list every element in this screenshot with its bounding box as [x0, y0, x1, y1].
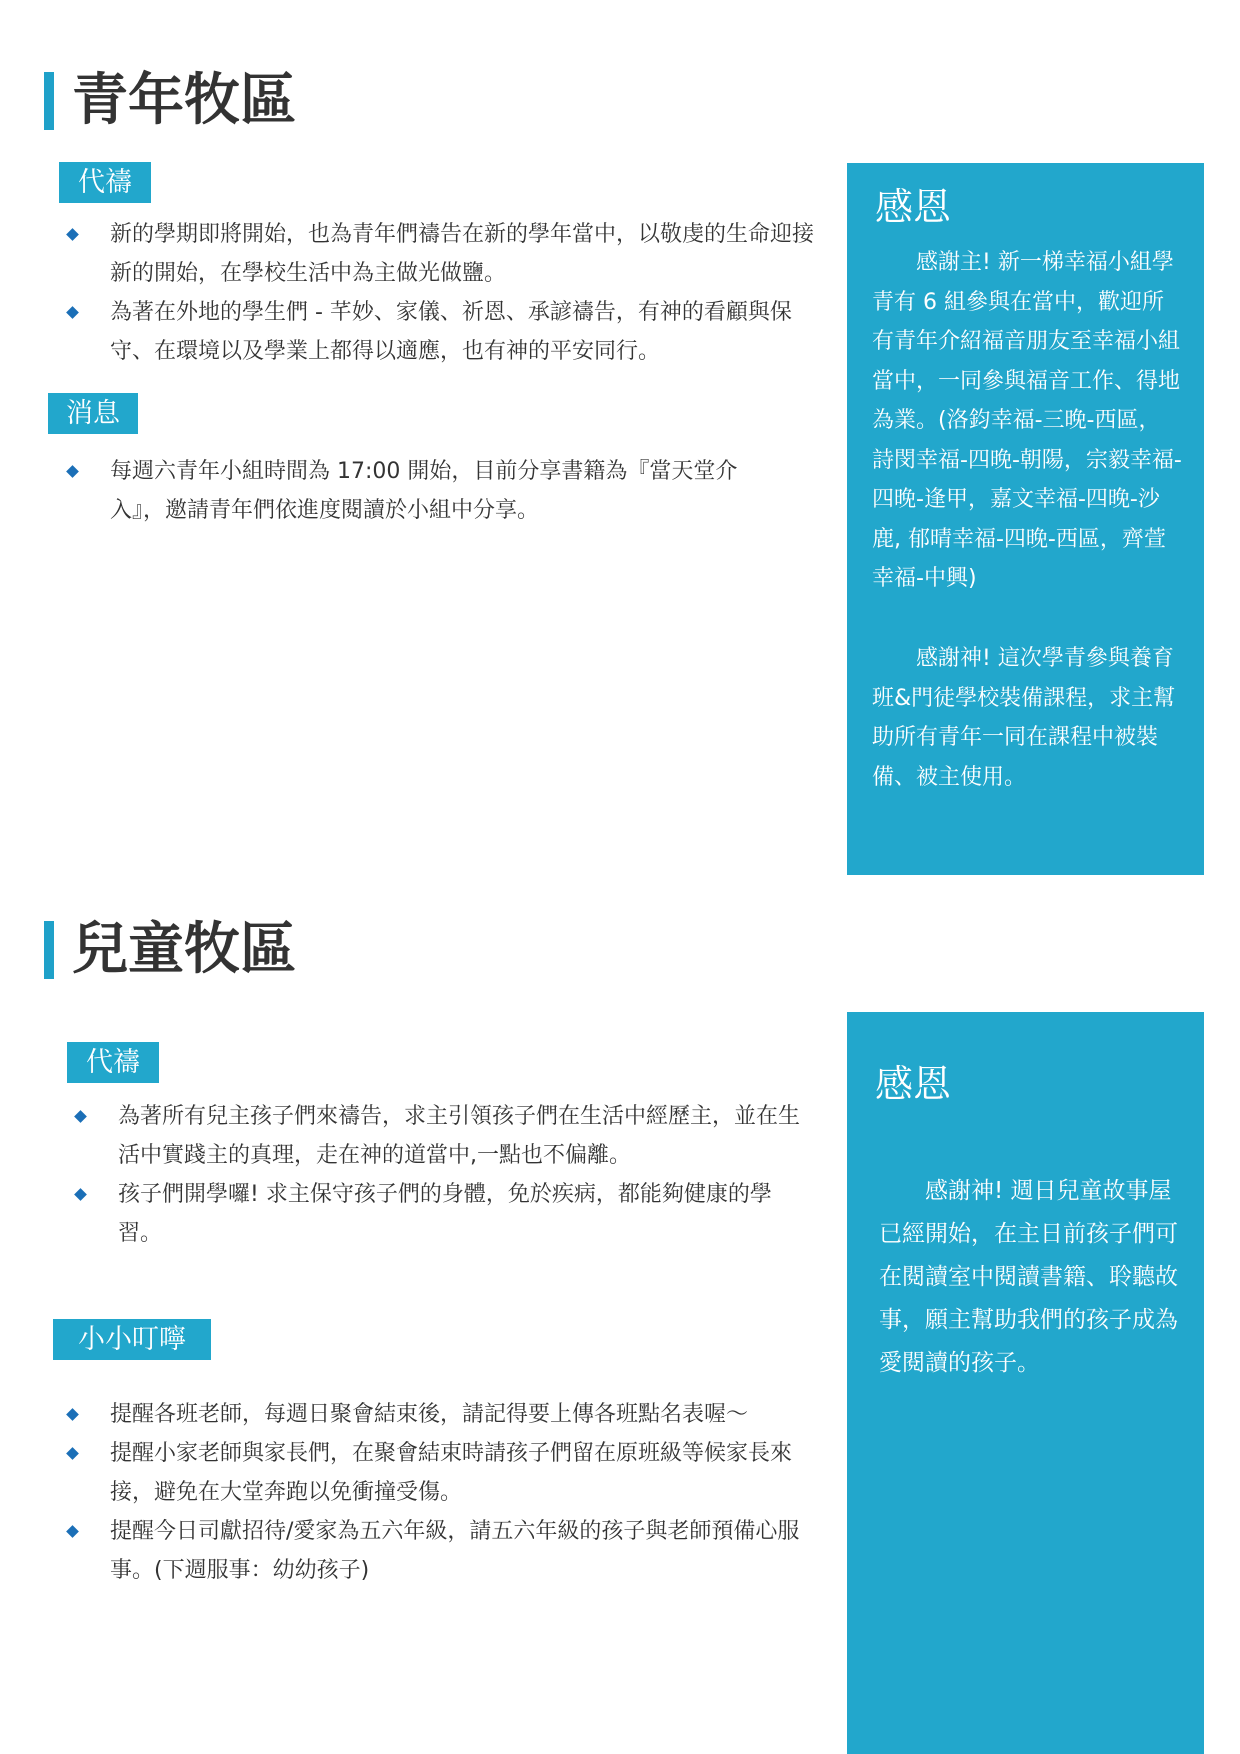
youth-thanks-paragraph: 感謝主! 新一梯幸福小組學青有 6 組參與在當中，歡迎所有青年介紹福音朋友至幸福小組當中，一同參與福音工作、得地為業。(洛鈞幸福-三晚-西區，詩閔幸福-四晚-朝陽，宗毅幸福-四晚-逢甲，嘉文幸福-四晚-沙鹿, 郁晴幸福-四晚-西區，齊萱幸福-中興) [872, 250, 1182, 591]
youth-section-title: 青年牧區 [44, 72, 296, 130]
children-reminder-tag: 小小叮嚀 [53, 1319, 211, 1360]
youth-thanks-panel [847, 163, 1204, 875]
diamond-bullet-icon [66, 1525, 79, 1538]
youth-news-tag: 消息 [48, 393, 138, 434]
youth-news-text: 每週六青年小組時間為 17:00 開始，目前分享書籍為『當天堂介入』，邀請青年們依進度閱讀於小組中分享。 [110, 459, 738, 523]
children-thanks-panel [847, 1012, 1204, 1754]
youth-prayer-text: 新的學期即將開始，也為青年們禱告在新的學年當中，以敬虔的生命迎接新的開始，在學校生活中為主做光做鹽。 [110, 222, 815, 286]
list-item [70, 1175, 800, 1253]
youth-thanks-paragraph: 感謝神! 這次學青參與養育班&門徒學校裝備課程，求主幫助所有青年一同在課程中被裝備、被主使用。 [872, 646, 1176, 790]
children-section-title: 兒童牧區 [44, 921, 296, 979]
list-item [62, 215, 827, 293]
diamond-bullet-icon [66, 1408, 79, 1421]
children-reminder-text: 提醒各班老師，每週日聚會結束後，請記得要上傳各班點名表喔～ [110, 1402, 749, 1427]
children-thanks-paragraph: 感謝神! 週日兒童故事屋已經開始，在主日前孩子們可在閱讀室中閱讀書籍、聆聽故事，願主幫助我們的孩子成為愛閱讀的孩子。 [879, 1178, 1178, 1376]
youth-prayer-tag: 代禱 [59, 162, 151, 203]
diamond-bullet-icon [66, 465, 79, 478]
youth-prayer-text: 為著在外地的學生們 - 芊妙、家儀、祈恩、承諺禱告，有神的看顧與保守、在環境以及學業上都得以適應，也有神的平安同行。 [110, 300, 792, 364]
children-prayer-text: 孩子們開學囉! 求主保守孩子們的身體，免於疾病，都能夠健康的學習。 [118, 1182, 772, 1246]
children-thanks-title: 感恩 [875, 1062, 952, 1106]
children-reminder-list [62, 1395, 817, 1590]
children-prayer-tag: 代禱 [67, 1042, 159, 1083]
diamond-bullet-icon [74, 1110, 87, 1123]
children-prayer-text: 為著所有兒主孩子們來禱告，求主引領孩子們在生活中經歷主，並在生活中實踐主的真理，走在神的道當中,一點也不偏離。 [118, 1104, 801, 1168]
youth-prayer-list [62, 215, 827, 371]
youth-thanks-title: 感恩 [875, 185, 952, 229]
youth-news-list [62, 452, 767, 530]
list-item [62, 452, 767, 530]
diamond-bullet-icon [66, 1447, 79, 1460]
children-reminder-text: 提醒小家老師與家長們，在聚會結束時請孩子們留在原班級等候家長來接，避免在大堂奔跑以免衝撞受傷。 [110, 1441, 793, 1505]
diamond-bullet-icon [66, 228, 79, 241]
children-reminder-text: 提醒今日司獻招待/愛家為五六年級，請五六年級的孩子與老師預備心服事。(下週服事：幼幼孩子) [110, 1519, 800, 1583]
diamond-bullet-icon [66, 306, 79, 319]
list-item [62, 1434, 817, 1512]
list-item [62, 1512, 817, 1590]
list-item [62, 1395, 817, 1434]
list-item [62, 293, 827, 371]
list-item [70, 1097, 800, 1175]
children-prayer-list [70, 1097, 800, 1253]
diamond-bullet-icon [74, 1188, 87, 1201]
